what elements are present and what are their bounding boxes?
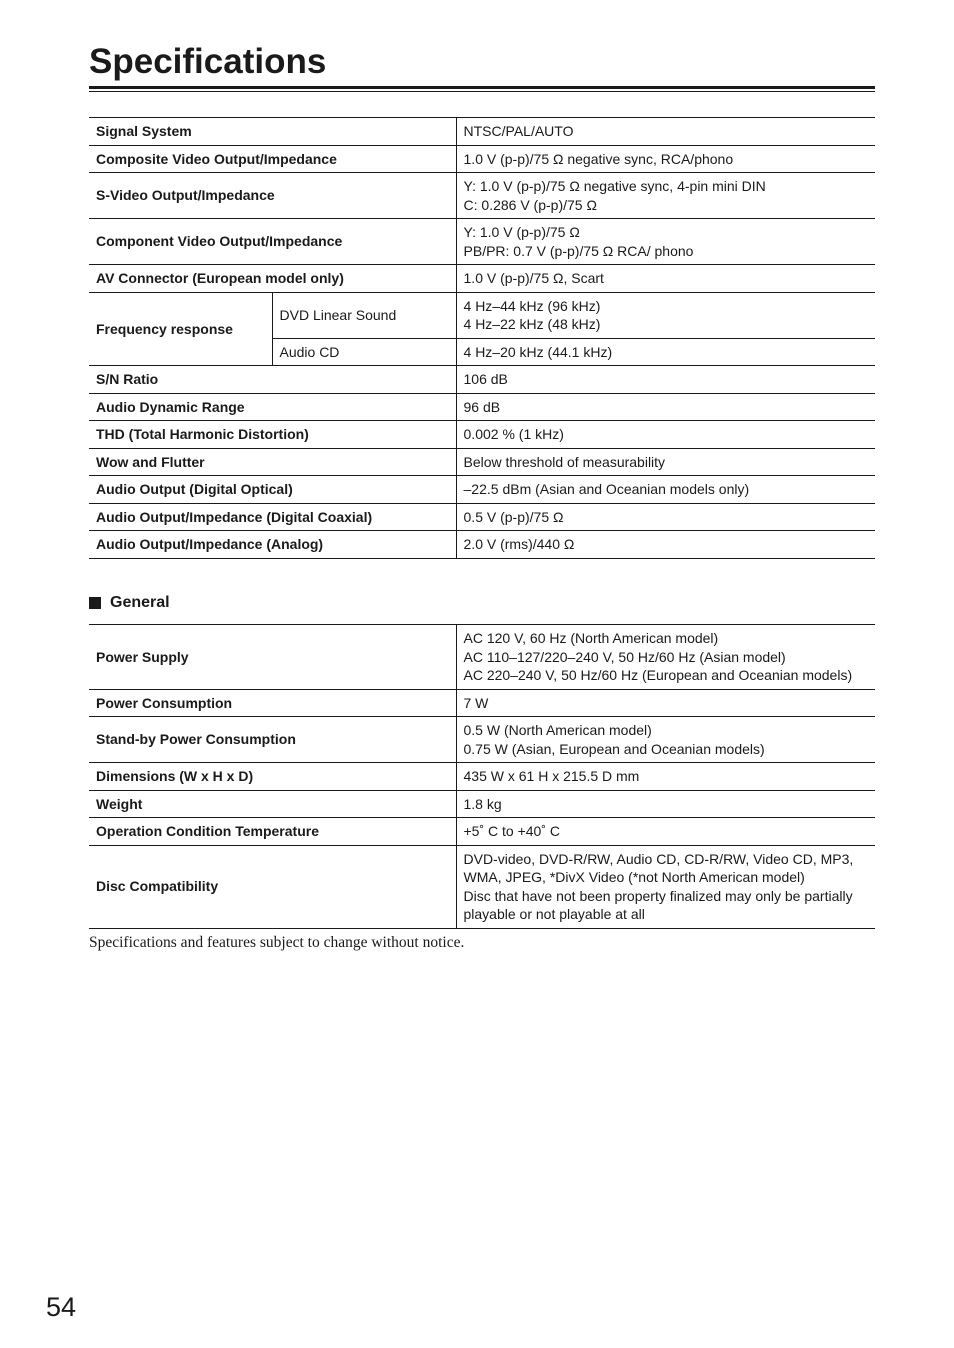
spec-row	[89, 503, 875, 531]
spec-value-line: 106 dB	[463, 371, 508, 387]
spec-value-line: Y: 1.0 V (p-p)/75 Ω negative sync, 4-pin mini DIN	[463, 178, 766, 194]
spec-value	[456, 448, 875, 476]
spec-value	[456, 173, 875, 219]
spec-value-line: 0.002 % (1 kHz)	[463, 426, 564, 442]
spec-value-line: 0.5 V (p-p)/75 Ω	[463, 508, 564, 525]
square-bullet-icon	[89, 597, 101, 609]
spec-label: Audio Output (Digital Optical)	[89, 476, 456, 504]
spec-row	[89, 531, 875, 559]
spec-sub-label: Audio CD	[272, 338, 456, 366]
spec-value-line: C: 0.286 V (p-p)/75 Ω	[463, 196, 597, 213]
spec-value-line: 4 Hz–44 kHz (96 kHz)	[463, 297, 601, 314]
spec-value	[456, 503, 875, 531]
spec-label: Power Supply	[89, 625, 456, 690]
spec-value	[456, 118, 875, 146]
spec-value	[456, 366, 875, 394]
spec-value-line: 1.0 V (p-p)/75 Ω, Scart	[463, 270, 604, 286]
spec-value-line: Disc that have not been property finalized may only be partially	[463, 887, 853, 904]
spec-label: Composite Video Output/Impedance	[89, 145, 456, 173]
spec-value-line: 0.5 W (North American model)	[463, 722, 652, 738]
spec-value	[456, 265, 875, 293]
spec-value-line: +5˚ C to +40˚ C	[463, 823, 560, 839]
spec-value-line: DVD-video, DVD-R/RW, Audio CD, CD-R/RW, Video CD, MP3,	[463, 850, 854, 867]
spec-value	[456, 219, 875, 265]
spec-value	[456, 717, 875, 763]
general-heading-label: General	[110, 594, 170, 611]
spec-value-line: WMA, JPEG, *DivX Video (*not North American model)	[463, 869, 805, 885]
spec-value-line: 4 Hz–20 kHz (44.1 kHz)	[463, 343, 613, 360]
spec-row	[89, 448, 875, 476]
general-spec-table-body	[89, 625, 875, 929]
spec-label: Dimensions (W x H x D)	[89, 763, 456, 791]
spec-label: THD (Total Harmonic Distortion)	[89, 421, 456, 449]
spec-value	[456, 845, 875, 928]
spec-value-line: AC 220–240 V, 50 Hz/60 Hz (European and Oceanian models)	[463, 667, 853, 683]
spec-value-line: Y: 1.0 V (p-p)/75 Ω	[463, 224, 580, 240]
spec-value	[456, 145, 875, 173]
spec-value	[456, 689, 875, 717]
general-section-heading	[89, 592, 170, 614]
general-spec-table	[89, 624, 875, 929]
spec-row	[89, 476, 875, 504]
spec-row	[89, 845, 875, 928]
spec-label: Audio Output/Impedance (Analog)	[89, 531, 456, 559]
spec-value-line: 1.8 kg	[463, 795, 502, 812]
spec-value-line: AC 110–127/220–240 V, 50 Hz/60 Hz (Asian model)	[463, 648, 786, 665]
spec-label: Audio Dynamic Range	[89, 393, 456, 421]
footnote: Specifications and features subject to change without notice.	[89, 934, 465, 951]
title-rule-thin	[89, 91, 875, 92]
spec-value-line: PB/PR: 0.7 V (p-p)/75 Ω RCA/ phono	[463, 242, 694, 259]
spec-label: Component Video Output/Impedance	[89, 219, 456, 265]
spec-value-line: 4 Hz–22 kHz (48 kHz)	[463, 316, 601, 332]
spec-row	[89, 219, 875, 265]
spec-value-line: NTSC/PAL/AUTO	[463, 123, 574, 139]
spec-row	[89, 625, 875, 690]
spec-value-line: Below threshold of measurability	[463, 453, 666, 470]
spec-row	[89, 393, 875, 421]
spec-label: Frequency response	[89, 292, 272, 366]
video-audio-spec-table	[89, 117, 875, 559]
spec-label: Wow and Flutter	[89, 448, 456, 476]
spec-value	[456, 625, 875, 690]
spec-value-line: 435 W x 61 H x 215.5 D mm	[463, 768, 640, 784]
spec-row	[89, 265, 875, 293]
spec-sub-label: DVD Linear Sound	[272, 292, 456, 338]
spec-label: Power Consumption	[89, 689, 456, 717]
spec-row	[89, 689, 875, 717]
spec-value-line: playable or not playable at all	[463, 906, 645, 922]
spec-row	[89, 790, 875, 818]
spec-value-line: AC 120 V, 60 Hz (North American model)	[463, 630, 719, 646]
spec-label: Disc Compatibility	[89, 845, 456, 928]
spec-value	[456, 476, 875, 504]
spec-value-line: 0.75 W (Asian, European and Oceanian models)	[463, 740, 765, 757]
page-title: Specifications	[89, 42, 327, 81]
spec-label: Audio Output/Impedance (Digital Coaxial)	[89, 503, 456, 531]
spec-label: S/N Ratio	[89, 366, 456, 394]
spec-row	[89, 717, 875, 763]
spec-value	[456, 421, 875, 449]
spec-value	[456, 393, 875, 421]
spec-label: Signal System	[89, 118, 456, 146]
spec-row	[89, 763, 875, 791]
spec-row	[89, 145, 875, 173]
spec-value	[456, 763, 875, 791]
spec-label: AV Connector (European model only)	[89, 265, 456, 293]
spec-label: Operation Condition Temperature	[89, 818, 456, 846]
title-rule	[89, 86, 875, 89]
spec-row	[89, 366, 875, 394]
video-audio-spec-table-body	[89, 118, 875, 559]
page-number: 54	[46, 1292, 77, 1322]
spec-value-line: –22.5 dBm (Asian and Oceanian models only)	[463, 481, 750, 497]
spec-value-line: 96 dB	[463, 398, 501, 415]
spec-row	[89, 421, 875, 449]
spec-label: Stand-by Power Consumption	[89, 717, 456, 763]
spec-value	[456, 790, 875, 818]
spec-value	[456, 818, 875, 846]
spec-value	[456, 531, 875, 559]
spec-value	[456, 338, 875, 366]
spec-label: S-Video Output/Impedance	[89, 173, 456, 219]
spec-value-line: 7 W	[463, 694, 489, 711]
spec-row	[89, 118, 875, 146]
spec-value-line: 1.0 V (p-p)/75 Ω negative sync, RCA/phono	[463, 150, 734, 167]
spec-row	[89, 292, 875, 338]
spec-row	[89, 173, 875, 219]
spec-value-line: 2.0 V (rms)/440 Ω	[463, 536, 575, 552]
spec-label: Weight	[89, 790, 456, 818]
spec-value	[456, 292, 875, 338]
spec-row	[89, 818, 875, 846]
